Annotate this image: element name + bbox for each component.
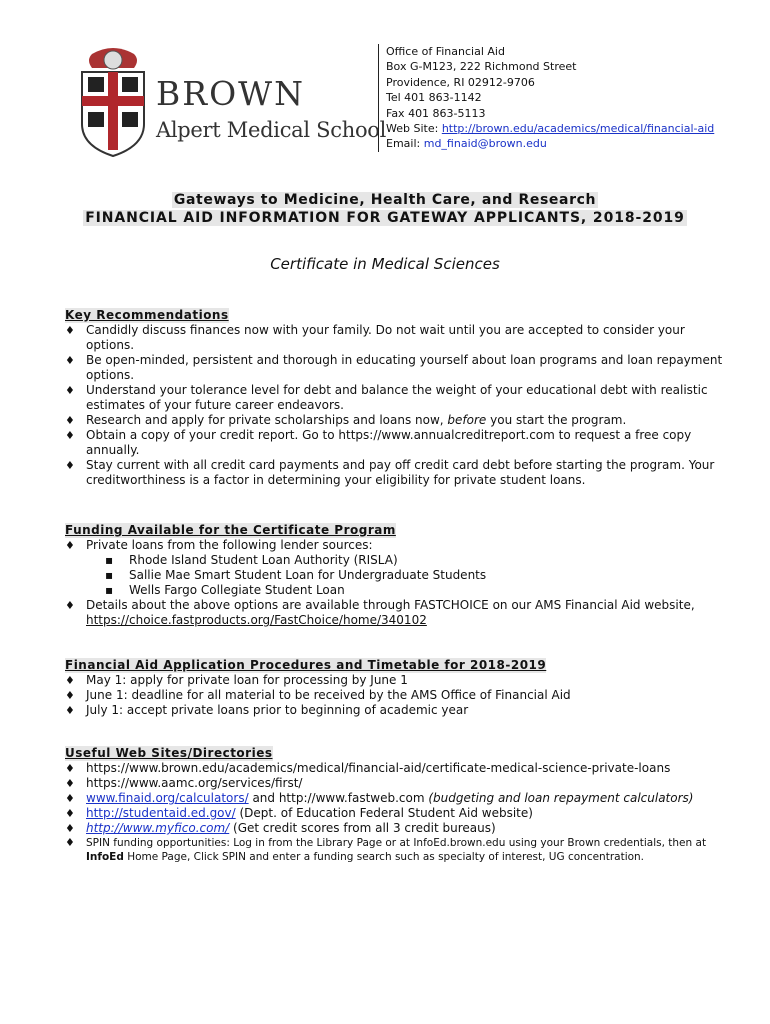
section-heading: Key Recommendations <box>65 308 229 322</box>
section-heading: Financial Aid Application Procedures and Timetable for 2018-2019 <box>65 658 547 672</box>
office-web: Web Site: http://brown.edu/academics/medical/financial-aid <box>386 122 715 136</box>
myfico-link[interactable]: http://www.myfico.com/ <box>86 821 230 835</box>
office-line: Providence, RI 02912-9706 <box>386 75 535 89</box>
list-item: ♦ SPIN funding opportunities: Log in from the Library Page or at InfoEd.brown.edu using your Brown credentials, then at InfoEd Home Page, Click SPIN and enter a funding search such as specialty of interest, UG concentration. <box>65 836 725 864</box>
office-line: Office of Financial Aid <box>386 45 505 58</box>
list-item: ♦ http://www.myfico.com/ (Get credit scores from all 3 credit bureaus) <box>65 821 725 836</box>
list-item: ♦ Private loans from the following lender sources: <box>65 538 725 553</box>
list-item: ♦ Obtain a copy of your credit report. Go to https://www.annualcreditreport.com to request a free copy annually. <box>65 428 725 458</box>
procedures-section <box>65 658 725 718</box>
studentaid-link[interactable]: http://studentaid.ed.gov/ <box>86 806 236 820</box>
list-item: ♦ Candidly discuss finances now with your family. Do not wait until you are accepted to consider your options. <box>65 323 725 353</box>
brown-shield-icon <box>78 46 148 158</box>
list-item: ♦ July 1: accept private loans prior to beginning of academic year <box>65 703 725 718</box>
office-line: Tel 401 863-1142 <box>386 91 482 105</box>
fastchoice-link[interactable]: https://choice.fastproducts.org/FastChoice/home/340102 <box>86 613 427 627</box>
key-recommendations <box>65 308 725 488</box>
lender-item: ▪ Sallie Mae Smart Student Loan for Undergraduate Students <box>65 568 725 583</box>
websites-section <box>65 746 725 864</box>
logo-school-text: Alpert Medical School <box>156 118 387 142</box>
list-item: ♦ https://www.brown.edu/academics/medical/financial-aid/certificate-medical-science-private-loans <box>65 761 725 776</box>
section-heading: Funding Available for the Certificate Program <box>65 523 396 537</box>
office-address <box>378 44 746 152</box>
office-line: Fax 401 863-5113 <box>386 106 486 120</box>
finaid-link[interactable]: www.finaid.org/calculators/ <box>86 791 249 805</box>
email-link[interactable]: md_finaid@brown.edu <box>423 137 547 151</box>
office-email: Email: md_finaid@brown.edu <box>386 137 547 151</box>
list-item: ♦ Understand your tolerance level for debt and balance the weight of your educational debt with realistic estimates of your future career endeavors. <box>65 383 725 413</box>
funding-section <box>65 523 725 628</box>
list-item: ♦ Details about the above options are available through FASTCHOICE on our AMS Financial Aid website, https://choice.fastproducts.org/FastChoice/home/340102 <box>65 598 725 628</box>
brown-logo <box>78 46 387 158</box>
list-item: ♦ May 1: apply for private loan for processing by June 1 <box>65 673 725 688</box>
lender-item: ▪ Wells Fargo Collegiate Student Loan <box>65 583 725 598</box>
office-line: Box G-M123, 222 Richmond Street <box>386 60 577 74</box>
list-item: ♦ www.finaid.org/calculators/ and http://www.fastweb.com (budgeting and loan repayment calculators) <box>65 791 725 806</box>
list-item: ♦ Research and apply for private scholarships and loans now, before you start the program. <box>65 413 725 428</box>
list-item: ♦ June 1: deadline for all material to be received by the AMS Office of Financial Aid <box>65 688 725 703</box>
list-item: ♦ Stay current with all credit card payments and pay off credit card debt before starting the program. Your creditworthiness is a factor in determining your eligibility for private student loans. <box>65 458 725 488</box>
list-item: ♦ Be open-minded, persistent and thorough in educating yourself about loan programs and loan repayment options. <box>65 353 725 383</box>
title-financial-aid: FINANCIAL AID INFORMATION FOR GATEWAY APPLICANTS, 2018-2019 <box>85 210 685 226</box>
web-site-link[interactable]: http://brown.edu/academics/medical/financial-aid <box>441 122 715 136</box>
lender-item: ▪ Rhode Island Student Loan Authority (RISLA) <box>65 553 725 568</box>
section-heading: Useful Web Sites/Directories <box>65 746 273 760</box>
title-certificate: Certificate in Medical Sciences <box>270 255 500 273</box>
list-item: ♦ https://www.aamc.org/services/first/ <box>65 776 725 791</box>
logo-brown-text: BROWN <box>156 74 305 113</box>
title-gateways: Gateways to Medicine, Health Care, and Research <box>173 192 597 208</box>
list-item: ♦ http://studentaid.ed.gov/ (Dept. of Education Federal Student Aid website) <box>65 806 725 821</box>
